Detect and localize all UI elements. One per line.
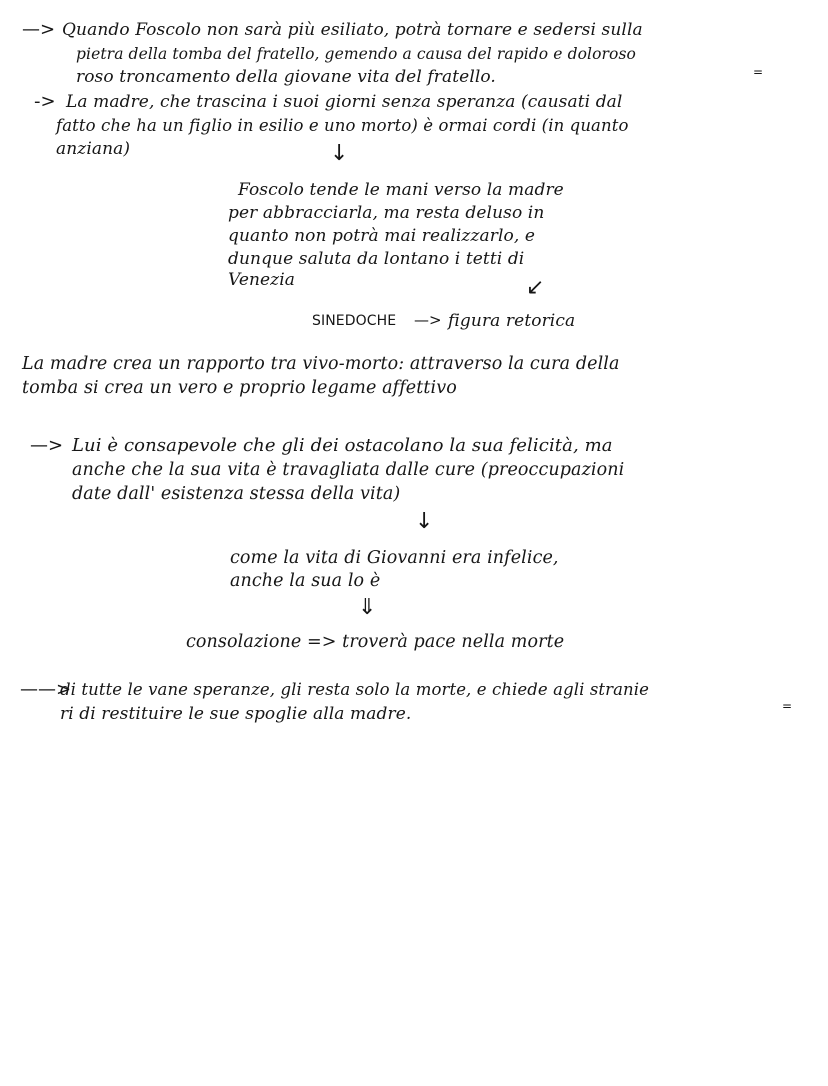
box1-line-4: dunque saluta da lontano i tetti di [228,249,525,269]
conclusion-text: consolazione => troverà pace nella morte [186,632,565,652]
arrow-down-left-icon: ↙ [526,275,545,300]
underline-mark: = [753,65,764,79]
section4-line-2: ri di restituire le sue spoglie alla madre. [60,704,412,724]
section2-line-3: anziana) [56,139,131,159]
section3-line-1: Lui è consapevole che gli dei ostacolano la sua felicità, ma [72,435,613,456]
box1-line-5: Venezia [228,270,296,290]
box2-line-1: come la vita di Giovanni era infelice, [230,548,559,568]
figure-label: SINEDOCHE [312,313,397,329]
arrow-right-icon: —> [414,311,442,329]
arrow-down-icon: ↓ [415,509,434,534]
section2-line-2: fatto che ha un figlio in esilio e uno morto) è ormai cordi (in quanto [56,116,629,135]
box2-line-2: anche la sua lo è [230,571,381,591]
section3-line-2: anche che la sua vita è travagliata dalle cure (preoccupazioni [72,460,625,480]
figure-text: figura retorica [448,311,576,331]
section2-line-1: La madre, che trascina i suoi giorni senza speranza (causati dal [66,92,623,112]
box1-line-2: per abbracciarla, ma resta deluso in [228,203,545,223]
paragraph-line-2: tomba si crea un vero e proprio legame affettivo [22,378,457,398]
section1-line-3: roso troncamento della giovane vita del fratello. [76,67,496,87]
arrow-down-icon: ↓ [330,141,349,166]
section1-line-2: pietra della tomba del fratello, gemendo a causa del rapido e doloroso [76,45,636,63]
arrow-right-icon: ——> [20,679,72,700]
box1-line-3: quanto non potrà mai realizzarlo, e [228,226,536,246]
underline-mark: = [782,699,793,713]
double-arrow-down-icon: ⇓ [358,595,377,620]
section1-line-1: Quando Foscolo non sarà più esiliato, potrà tornare e sedersi sulla [62,20,643,40]
section4-line-1: di tutte le vane speranze, gli resta solo la morte, e chiede agli stranie [60,680,650,699]
arrow-right-icon: —> [30,435,64,456]
paragraph-line-1: La madre crea un rapporto tra vivo-morto: attraverso la cura della [22,354,620,374]
arrow-right-icon: -> [34,91,56,112]
box1-line-1: Foscolo tende le mani verso la madre [238,180,564,200]
section3-line-3: date dall' esistenza stessa della vita) [72,484,401,504]
arrow-right-icon: —> [22,19,56,40]
